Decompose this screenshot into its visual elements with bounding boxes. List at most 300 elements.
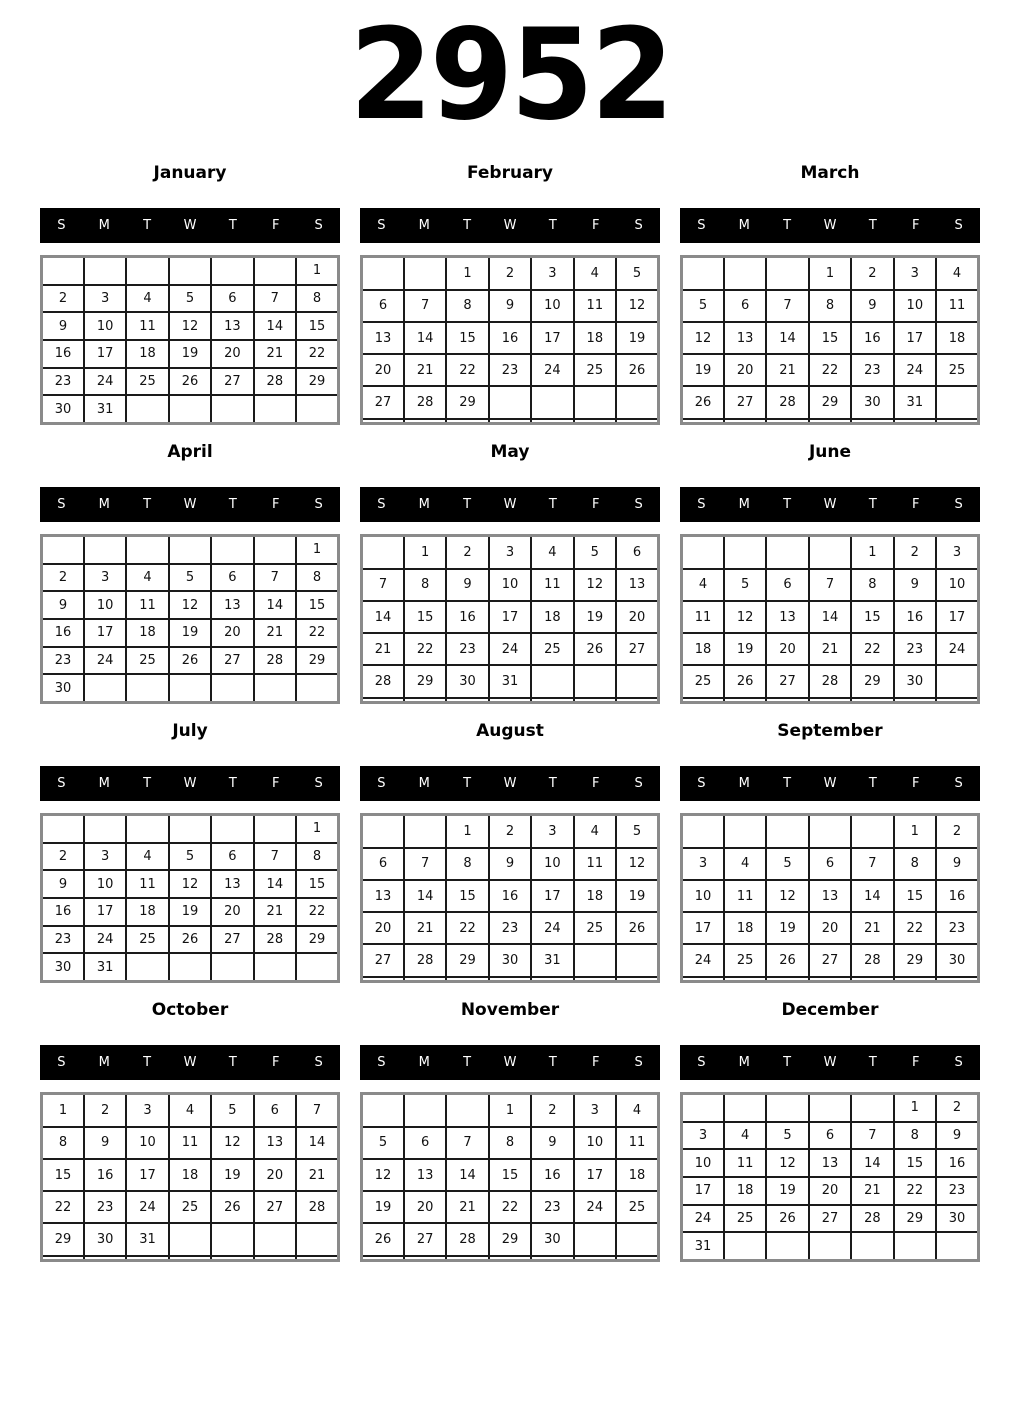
day-cell: 2 xyxy=(894,536,936,569)
weekday-label: F xyxy=(271,218,280,233)
month-block xyxy=(40,708,340,987)
weekday-label: W xyxy=(183,776,197,791)
week-row xyxy=(362,1223,659,1255)
empty-day-cell xyxy=(169,1223,211,1255)
week-row xyxy=(362,322,659,354)
empty-day-cell xyxy=(404,419,446,424)
empty-day-cell xyxy=(531,419,573,424)
day-cell: 23 xyxy=(936,912,978,944)
day-cell: 8 xyxy=(809,290,851,322)
empty-day-cell xyxy=(254,257,296,285)
empty-day-cell xyxy=(126,953,168,981)
day-cell: 22 xyxy=(296,898,338,926)
day-cell: 16 xyxy=(531,1159,573,1191)
empty-day-cell xyxy=(574,1256,616,1261)
week-row xyxy=(362,815,659,848)
weekday-label: T xyxy=(783,497,792,512)
month-block xyxy=(680,987,980,1266)
weekday-header-row xyxy=(680,1045,980,1080)
day-cell: 30 xyxy=(42,395,84,423)
day-cell: 11 xyxy=(574,290,616,322)
weekday-label: W xyxy=(503,1055,517,1070)
weekday-label: F xyxy=(271,776,280,791)
weekday-label: M xyxy=(418,497,430,512)
day-cell: 6 xyxy=(766,569,808,601)
day-cell: 18 xyxy=(126,340,168,368)
day-cell: 25 xyxy=(682,665,724,697)
week-row xyxy=(682,665,979,697)
empty-day-cell xyxy=(211,395,253,423)
week-row xyxy=(682,419,979,424)
day-cell: 18 xyxy=(126,619,168,647)
day-cell: 13 xyxy=(254,1127,296,1159)
week-row xyxy=(682,1205,979,1233)
weekday-label: S xyxy=(57,1055,66,1070)
empty-day-cell xyxy=(724,257,766,290)
weekday-header-row xyxy=(40,487,340,522)
day-cell: 14 xyxy=(404,322,446,354)
day-cell: 3 xyxy=(936,536,978,569)
weekday-label: T xyxy=(548,1055,557,1070)
day-cell: 26 xyxy=(616,354,658,386)
day-cell: 12 xyxy=(766,880,808,912)
empty-day-cell xyxy=(211,674,253,702)
day-cell: 18 xyxy=(531,601,573,633)
empty-day-cell xyxy=(574,1223,616,1255)
day-cell: 5 xyxy=(169,843,211,871)
weekday-label: T xyxy=(868,776,877,791)
day-cell: 10 xyxy=(531,848,573,880)
day-cell: 12 xyxy=(211,1127,253,1159)
day-cell: 24 xyxy=(574,1191,616,1223)
empty-day-cell xyxy=(766,419,808,424)
day-cell: 17 xyxy=(84,340,126,368)
weekday-label: S xyxy=(314,218,323,233)
day-cell: 5 xyxy=(169,285,211,313)
day-cell: 2 xyxy=(489,257,531,290)
empty-day-cell xyxy=(169,395,211,423)
day-cell: 19 xyxy=(616,880,658,912)
weekday-label: S xyxy=(954,497,963,512)
week-row xyxy=(362,1159,659,1191)
month-grid xyxy=(680,1092,980,1262)
day-cell: 1 xyxy=(809,257,851,290)
empty-day-cell xyxy=(296,1223,338,1255)
weekday-label: W xyxy=(823,1055,837,1070)
week-row xyxy=(42,536,339,564)
weekday-header-row xyxy=(360,487,660,522)
day-cell: 9 xyxy=(894,569,936,601)
month-title: June xyxy=(808,442,852,462)
day-cell: 28 xyxy=(254,647,296,675)
day-cell: 29 xyxy=(851,665,893,697)
week-row xyxy=(42,564,339,592)
week-row xyxy=(42,340,339,368)
day-cell: 11 xyxy=(531,569,573,601)
day-cell: 2 xyxy=(42,843,84,871)
week-row xyxy=(682,257,979,290)
empty-day-cell xyxy=(809,1232,851,1260)
day-cell: 6 xyxy=(211,285,253,313)
empty-day-cell xyxy=(296,1256,338,1261)
day-cell: 2 xyxy=(84,1094,126,1127)
day-cell: 27 xyxy=(766,665,808,697)
day-cell: 14 xyxy=(404,880,446,912)
day-cell: 2 xyxy=(42,285,84,313)
day-cell: 5 xyxy=(724,569,766,601)
empty-day-cell xyxy=(489,419,531,424)
week-row xyxy=(42,1159,339,1191)
day-cell: 21 xyxy=(404,354,446,386)
weekday-label: S xyxy=(634,1055,643,1070)
weekday-label: M xyxy=(738,497,750,512)
month-block xyxy=(360,150,660,429)
weekday-label: T xyxy=(548,497,557,512)
day-cell: 20 xyxy=(616,601,658,633)
month-block xyxy=(360,429,660,708)
day-cell: 4 xyxy=(616,1094,658,1127)
week-row xyxy=(362,536,659,569)
day-cell: 17 xyxy=(84,898,126,926)
day-cell: 15 xyxy=(489,1159,531,1191)
empty-day-cell xyxy=(211,1256,253,1261)
day-cell: 27 xyxy=(362,944,404,976)
day-cell: 7 xyxy=(809,569,851,601)
empty-day-cell xyxy=(254,674,296,702)
day-cell: 14 xyxy=(851,880,893,912)
empty-day-cell xyxy=(169,674,211,702)
week-row xyxy=(682,944,979,976)
empty-day-cell xyxy=(894,698,936,703)
day-cell: 6 xyxy=(809,1122,851,1150)
week-row xyxy=(682,1122,979,1150)
day-cell: 28 xyxy=(851,944,893,976)
day-cell: 21 xyxy=(254,340,296,368)
week-row xyxy=(42,1191,339,1223)
month-block xyxy=(360,708,660,987)
day-cell: 23 xyxy=(851,354,893,386)
empty-day-cell xyxy=(446,977,488,982)
day-cell: 15 xyxy=(296,591,338,619)
weekday-label: F xyxy=(591,1055,600,1070)
month-title: September xyxy=(777,721,883,741)
empty-day-cell xyxy=(126,815,168,843)
empty-day-cell xyxy=(616,419,658,424)
day-cell: 16 xyxy=(84,1159,126,1191)
week-row xyxy=(42,815,339,843)
weekday-label: T xyxy=(868,497,877,512)
day-cell: 11 xyxy=(169,1127,211,1159)
month-title: January xyxy=(153,163,227,183)
day-cell: 2 xyxy=(936,815,978,848)
weekday-label: T xyxy=(143,1055,152,1070)
day-cell: 18 xyxy=(616,1159,658,1191)
day-cell: 29 xyxy=(404,665,446,697)
weekday-label: T xyxy=(868,1055,877,1070)
day-cell: 30 xyxy=(851,386,893,418)
week-row xyxy=(362,601,659,633)
day-cell: 3 xyxy=(489,536,531,569)
week-row xyxy=(362,977,659,982)
weekday-label: W xyxy=(823,218,837,233)
weekday-label: F xyxy=(911,776,920,791)
day-cell: 19 xyxy=(362,1191,404,1223)
empty-day-cell xyxy=(936,419,978,424)
day-cell: 11 xyxy=(126,591,168,619)
month-title: December xyxy=(781,1000,879,1020)
day-cell: 10 xyxy=(126,1127,168,1159)
day-cell: 8 xyxy=(446,848,488,880)
day-cell: 7 xyxy=(766,290,808,322)
week-row xyxy=(42,619,339,647)
day-cell: 12 xyxy=(616,848,658,880)
weekday-label: F xyxy=(591,218,600,233)
day-cell: 29 xyxy=(446,386,488,418)
weekday-label: T xyxy=(228,776,237,791)
day-cell: 25 xyxy=(531,633,573,665)
week-row xyxy=(42,395,339,423)
empty-day-cell xyxy=(894,419,936,424)
day-cell: 29 xyxy=(894,944,936,976)
weekday-label: W xyxy=(823,497,837,512)
day-cell: 12 xyxy=(574,569,616,601)
empty-day-cell xyxy=(851,698,893,703)
weekday-label: T xyxy=(548,218,557,233)
day-cell: 16 xyxy=(42,898,84,926)
month-block xyxy=(360,987,660,1266)
day-cell: 18 xyxy=(126,898,168,926)
week-row xyxy=(362,848,659,880)
day-cell: 26 xyxy=(362,1223,404,1255)
day-cell: 23 xyxy=(936,1177,978,1205)
day-cell: 29 xyxy=(296,368,338,396)
empty-day-cell xyxy=(362,977,404,982)
weekday-label: S xyxy=(57,218,66,233)
day-cell: 19 xyxy=(169,619,211,647)
day-cell: 13 xyxy=(616,569,658,601)
weekday-label: F xyxy=(911,218,920,233)
empty-day-cell xyxy=(616,665,658,697)
day-cell: 13 xyxy=(211,591,253,619)
weekday-label: F xyxy=(591,497,600,512)
day-cell: 24 xyxy=(84,368,126,396)
empty-day-cell xyxy=(296,953,338,981)
day-cell: 21 xyxy=(446,1191,488,1223)
day-cell: 16 xyxy=(894,601,936,633)
empty-day-cell xyxy=(254,1223,296,1255)
weekday-label: M xyxy=(418,1055,430,1070)
day-cell: 12 xyxy=(616,290,658,322)
weekday-label: F xyxy=(911,497,920,512)
weekday-label: M xyxy=(738,218,750,233)
day-cell: 5 xyxy=(211,1094,253,1127)
empty-day-cell xyxy=(851,815,893,848)
weekday-header-row xyxy=(40,766,340,801)
week-row xyxy=(42,285,339,313)
day-cell: 19 xyxy=(616,322,658,354)
empty-day-cell xyxy=(126,395,168,423)
day-cell: 22 xyxy=(809,354,851,386)
day-cell: 7 xyxy=(362,569,404,601)
empty-day-cell xyxy=(809,815,851,848)
month-grid xyxy=(40,534,340,704)
empty-day-cell xyxy=(404,257,446,290)
day-cell: 11 xyxy=(574,848,616,880)
weekday-label: S xyxy=(954,776,963,791)
day-cell: 25 xyxy=(126,368,168,396)
week-row xyxy=(42,257,339,285)
month-block xyxy=(40,987,340,1266)
day-cell: 7 xyxy=(404,848,446,880)
empty-day-cell xyxy=(851,1094,893,1122)
day-cell: 8 xyxy=(851,569,893,601)
day-cell: 24 xyxy=(682,1205,724,1233)
week-row xyxy=(42,674,339,702)
month-grid xyxy=(360,255,660,425)
empty-day-cell xyxy=(169,1256,211,1261)
day-cell: 1 xyxy=(404,536,446,569)
weekday-label: T xyxy=(463,497,472,512)
day-cell: 22 xyxy=(42,1191,84,1223)
empty-day-cell xyxy=(936,977,978,982)
day-cell: 13 xyxy=(809,880,851,912)
empty-day-cell xyxy=(724,977,766,982)
day-cell: 24 xyxy=(531,354,573,386)
empty-day-cell xyxy=(42,257,84,285)
day-cell: 25 xyxy=(574,912,616,944)
empty-day-cell xyxy=(682,698,724,703)
day-cell: 13 xyxy=(362,880,404,912)
day-cell: 23 xyxy=(489,354,531,386)
empty-day-cell xyxy=(126,257,168,285)
day-cell: 9 xyxy=(936,848,978,880)
day-cell: 19 xyxy=(211,1159,253,1191)
day-cell: 24 xyxy=(489,633,531,665)
week-row xyxy=(682,633,979,665)
month-block xyxy=(680,429,980,708)
day-cell: 19 xyxy=(169,898,211,926)
day-cell: 8 xyxy=(404,569,446,601)
day-cell: 9 xyxy=(84,1127,126,1159)
weekday-label: S xyxy=(377,218,386,233)
day-cell: 30 xyxy=(936,944,978,976)
day-cell: 9 xyxy=(42,591,84,619)
day-cell: 24 xyxy=(126,1191,168,1223)
day-cell: 16 xyxy=(936,880,978,912)
day-cell: 18 xyxy=(936,322,978,354)
empty-day-cell xyxy=(724,1094,766,1122)
day-cell: 11 xyxy=(126,312,168,340)
weekday-label: T xyxy=(143,497,152,512)
day-cell: 4 xyxy=(126,564,168,592)
day-cell: 26 xyxy=(682,386,724,418)
empty-day-cell xyxy=(809,419,851,424)
empty-day-cell xyxy=(42,536,84,564)
day-cell: 4 xyxy=(724,848,766,880)
day-cell: 15 xyxy=(809,322,851,354)
day-cell: 18 xyxy=(574,322,616,354)
weekday-label: S xyxy=(377,1055,386,1070)
week-row xyxy=(42,870,339,898)
empty-day-cell xyxy=(682,536,724,569)
empty-day-cell xyxy=(809,1094,851,1122)
day-cell: 18 xyxy=(724,1177,766,1205)
weekday-label: F xyxy=(271,1055,280,1070)
day-cell: 30 xyxy=(936,1205,978,1233)
empty-day-cell xyxy=(126,1256,168,1261)
weekday-label: S xyxy=(57,497,66,512)
day-cell: 4 xyxy=(169,1094,211,1127)
day-cell: 4 xyxy=(936,257,978,290)
day-cell: 22 xyxy=(404,633,446,665)
week-row xyxy=(362,1127,659,1159)
day-cell: 8 xyxy=(296,843,338,871)
day-cell: 10 xyxy=(84,870,126,898)
week-row xyxy=(42,368,339,396)
day-cell: 20 xyxy=(211,898,253,926)
day-cell: 26 xyxy=(766,944,808,976)
day-cell: 31 xyxy=(126,1223,168,1255)
weekday-header-row xyxy=(680,766,980,801)
day-cell: 15 xyxy=(894,1149,936,1177)
empty-day-cell xyxy=(362,257,404,290)
empty-day-cell xyxy=(766,536,808,569)
day-cell: 15 xyxy=(851,601,893,633)
week-row xyxy=(682,536,979,569)
day-cell: 28 xyxy=(446,1223,488,1255)
weekday-label: T xyxy=(228,497,237,512)
day-cell: 17 xyxy=(84,619,126,647)
day-cell: 10 xyxy=(682,1149,724,1177)
day-cell: 7 xyxy=(254,843,296,871)
empty-day-cell xyxy=(296,674,338,702)
day-cell: 15 xyxy=(42,1159,84,1191)
day-cell: 17 xyxy=(126,1159,168,1191)
day-cell: 28 xyxy=(296,1191,338,1223)
empty-day-cell xyxy=(851,419,893,424)
day-cell: 19 xyxy=(766,912,808,944)
weekday-label: T xyxy=(463,218,472,233)
week-row xyxy=(42,1127,339,1159)
day-cell: 26 xyxy=(169,368,211,396)
month-grid xyxy=(360,1092,660,1262)
day-cell: 12 xyxy=(362,1159,404,1191)
day-cell: 11 xyxy=(724,1149,766,1177)
day-cell: 21 xyxy=(254,619,296,647)
day-cell: 4 xyxy=(682,569,724,601)
day-cell: 14 xyxy=(254,870,296,898)
month-title: May xyxy=(490,442,530,462)
day-cell: 2 xyxy=(489,815,531,848)
day-cell: 6 xyxy=(724,290,766,322)
day-cell: 2 xyxy=(531,1094,573,1127)
month-block xyxy=(40,429,340,708)
empty-day-cell xyxy=(404,1256,446,1261)
day-cell: 12 xyxy=(169,870,211,898)
day-cell: 9 xyxy=(42,312,84,340)
day-cell: 28 xyxy=(404,386,446,418)
empty-day-cell xyxy=(574,698,616,703)
weekday-label: T xyxy=(783,776,792,791)
empty-day-cell xyxy=(936,1232,978,1260)
week-row xyxy=(682,354,979,386)
day-cell: 15 xyxy=(296,312,338,340)
day-cell: 15 xyxy=(404,601,446,633)
day-cell: 21 xyxy=(851,1177,893,1205)
day-cell: 4 xyxy=(574,257,616,290)
empty-day-cell xyxy=(531,386,573,418)
day-cell: 29 xyxy=(296,926,338,954)
